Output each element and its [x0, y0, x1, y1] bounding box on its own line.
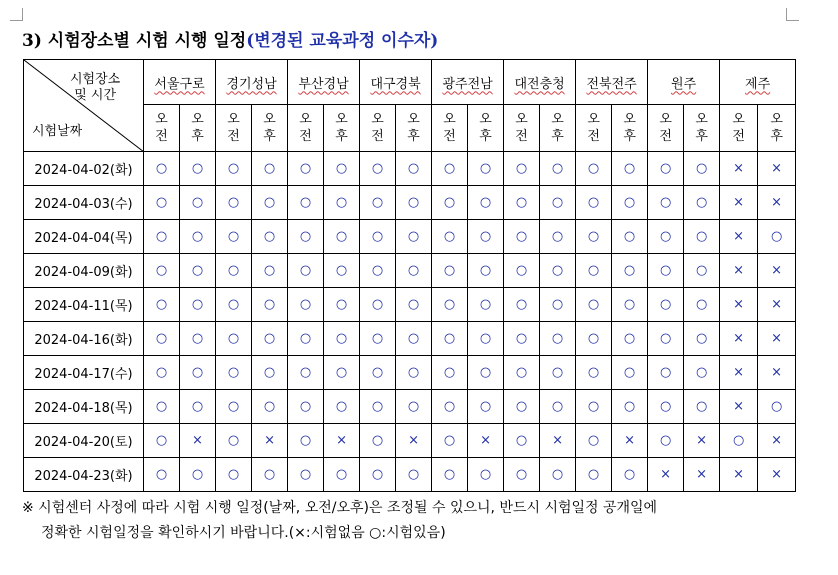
exam-available-mark: ○ [504, 220, 540, 254]
date-cell: 2024-04-03(수) [24, 186, 144, 220]
session-label-pm: 오 후 [551, 112, 564, 144]
exam-available-mark: ○ [180, 458, 216, 492]
exam-available-mark: ○ [576, 254, 612, 288]
exam-unavailable-mark: × [758, 288, 796, 322]
exam-available-mark: ○ [144, 254, 180, 288]
exam-available-mark: ○ [684, 186, 720, 220]
site-label: 부산경남 [298, 76, 349, 92]
exam-unavailable-mark: × [468, 424, 504, 458]
exam-available-mark: ○ [612, 254, 648, 288]
exam-unavailable-mark: × [252, 424, 288, 458]
exam-available-mark: ○ [540, 186, 576, 220]
exam-available-mark: ○ [684, 356, 720, 390]
exam-available-mark: ○ [576, 356, 612, 390]
exam-available-mark: ○ [144, 186, 180, 220]
exam-available-mark: ○ [504, 356, 540, 390]
exam-available-mark: ○ [288, 152, 324, 186]
exam-available-mark: ○ [758, 220, 796, 254]
exam-unavailable-mark: × [648, 458, 684, 492]
exam-available-mark: ○ [324, 220, 360, 254]
exam-available-mark: ○ [144, 390, 180, 424]
exam-available-mark: ○ [540, 152, 576, 186]
exam-available-mark: ○ [324, 186, 360, 220]
exam-unavailable-mark: × [324, 424, 360, 458]
page-corner-mark-left [10, 8, 23, 21]
exam-available-mark: ○ [252, 458, 288, 492]
exam-available-mark: ○ [144, 458, 180, 492]
exam-available-mark: ○ [288, 356, 324, 390]
schedule-row [24, 322, 796, 356]
section-title-highlight: (변경된 교육과정 이수자) [246, 31, 439, 51]
exam-available-mark: ○ [216, 390, 252, 424]
exam-available-mark: ○ [324, 152, 360, 186]
exam-available-mark: ○ [612, 322, 648, 356]
exam-available-mark: ○ [648, 220, 684, 254]
exam-available-mark: ○ [648, 322, 684, 356]
exam-available-mark: ○ [648, 254, 684, 288]
exam-available-mark: ○ [576, 220, 612, 254]
session-header-am [144, 105, 180, 152]
schedule-row [24, 220, 796, 254]
exam-unavailable-mark: × [758, 356, 796, 390]
site-label: 전북전주 [586, 76, 637, 92]
exam-available-mark: ○ [360, 424, 396, 458]
schedule-row [24, 424, 796, 458]
exam-available-mark: ○ [432, 322, 468, 356]
date-cell: 2024-04-09(화) [24, 254, 144, 288]
exam-unavailable-mark: × [720, 458, 758, 492]
corner-label-date: 시험날짜 [32, 124, 83, 139]
exam-available-mark: ○ [576, 288, 612, 322]
site-label: 경기성남 [226, 76, 277, 92]
session-label-pm: 오 후 [770, 112, 783, 144]
exam-available-mark: ○ [504, 152, 540, 186]
exam-available-mark: ○ [540, 288, 576, 322]
exam-available-mark: ○ [684, 390, 720, 424]
exam-available-mark: ○ [432, 390, 468, 424]
exam-available-mark: ○ [360, 458, 396, 492]
exam-unavailable-mark: × [396, 424, 432, 458]
exam-unavailable-mark: × [684, 424, 720, 458]
exam-available-mark: ○ [288, 220, 324, 254]
exam-unavailable-mark: × [720, 152, 758, 186]
exam-available-mark: ○ [144, 322, 180, 356]
session-label-pm: 오 후 [623, 112, 636, 144]
session-label-am: 오 전 [443, 112, 456, 144]
site-label: 서울구로 [154, 76, 205, 92]
exam-available-mark: ○ [360, 186, 396, 220]
exam-available-mark: ○ [288, 288, 324, 322]
site-label: 제주 [745, 76, 771, 92]
exam-available-mark: ○ [576, 322, 612, 356]
exam-available-mark: ○ [180, 186, 216, 220]
exam-available-mark: ○ [252, 254, 288, 288]
session-header-am [576, 105, 612, 152]
exam-available-mark: ○ [504, 254, 540, 288]
exam-available-mark: ○ [288, 254, 324, 288]
exam-available-mark: ○ [468, 220, 504, 254]
exam-available-mark: ○ [252, 322, 288, 356]
site-label: 대구경북 [370, 76, 421, 92]
corner-header-cell [24, 60, 144, 152]
session-label-pm: 오 후 [263, 112, 276, 144]
exam-available-mark: ○ [252, 288, 288, 322]
exam-available-mark: ○ [612, 186, 648, 220]
session-header-pm [684, 105, 720, 152]
date-cell: 2024-04-04(목) [24, 220, 144, 254]
session-header-am [504, 105, 540, 152]
exam-available-mark: ○ [288, 186, 324, 220]
exam-available-mark: ○ [684, 322, 720, 356]
exam-available-mark: ○ [324, 390, 360, 424]
exam-available-mark: ○ [216, 186, 252, 220]
exam-available-mark: ○ [576, 424, 612, 458]
exam-available-mark: ○ [720, 424, 758, 458]
exam-available-mark: ○ [576, 458, 612, 492]
exam-unavailable-mark: × [720, 288, 758, 322]
exam-available-mark: ○ [612, 458, 648, 492]
exam-available-mark: ○ [144, 152, 180, 186]
site-label: 원주 [671, 76, 697, 92]
exam-available-mark: ○ [504, 424, 540, 458]
exam-unavailable-mark: × [540, 424, 576, 458]
exam-available-mark: ○ [504, 186, 540, 220]
date-cell: 2024-04-23(화) [24, 458, 144, 492]
exam-available-mark: ○ [684, 288, 720, 322]
site-header-7 [648, 60, 720, 105]
schedule-row [24, 458, 796, 492]
exam-available-mark: ○ [758, 390, 796, 424]
session-header-pm [540, 105, 576, 152]
exam-available-mark: ○ [648, 390, 684, 424]
exam-available-mark: ○ [432, 186, 468, 220]
exam-unavailable-mark: × [612, 424, 648, 458]
exam-available-mark: ○ [612, 152, 648, 186]
exam-available-mark: ○ [432, 356, 468, 390]
exam-available-mark: ○ [612, 390, 648, 424]
exam-unavailable-mark: × [720, 186, 758, 220]
exam-available-mark: ○ [180, 254, 216, 288]
schedule-row [24, 356, 796, 390]
exam-available-mark: ○ [432, 152, 468, 186]
exam-available-mark: ○ [144, 220, 180, 254]
session-label-am: 오 전 [155, 112, 168, 144]
exam-available-mark: ○ [468, 458, 504, 492]
exam-available-mark: ○ [216, 424, 252, 458]
session-header-pm [396, 105, 432, 152]
exam-available-mark: ○ [576, 390, 612, 424]
section-title-prefix: 3) 시험장소별 시험 시행 일정 [22, 31, 247, 51]
exam-available-mark: ○ [504, 390, 540, 424]
exam-available-mark: ○ [324, 458, 360, 492]
site-header-5 [504, 60, 576, 105]
exam-available-mark: ○ [288, 390, 324, 424]
exam-available-mark: ○ [468, 152, 504, 186]
session-label-pm: 오 후 [695, 112, 708, 144]
schedule-row [24, 288, 796, 322]
exam-available-mark: ○ [216, 254, 252, 288]
exam-available-mark: ○ [468, 390, 504, 424]
session-label-am: 오 전 [515, 112, 528, 144]
exam-available-mark: ○ [468, 254, 504, 288]
exam-available-mark: ○ [252, 186, 288, 220]
exam-unavailable-mark: × [720, 356, 758, 390]
exam-available-mark: ○ [396, 390, 432, 424]
exam-available-mark: ○ [648, 424, 684, 458]
exam-available-mark: ○ [216, 288, 252, 322]
exam-available-mark: ○ [684, 152, 720, 186]
exam-available-mark: ○ [216, 322, 252, 356]
site-header-6 [576, 60, 648, 105]
exam-available-mark: ○ [432, 288, 468, 322]
session-header-am [432, 105, 468, 152]
date-cell: 2024-04-16(화) [24, 322, 144, 356]
exam-available-mark: ○ [324, 356, 360, 390]
schedule-row [24, 152, 796, 186]
site-label: 광주전남 [442, 76, 493, 92]
session-header-pm [324, 105, 360, 152]
session-header-am [360, 105, 396, 152]
exam-schedule-table [23, 59, 796, 492]
session-header-pm [468, 105, 504, 152]
session-header-am [288, 105, 324, 152]
schedule-row [24, 186, 796, 220]
exam-available-mark: ○ [396, 186, 432, 220]
site-header-2 [288, 60, 360, 105]
exam-unavailable-mark: × [758, 152, 796, 186]
date-cell: 2024-04-11(목) [24, 288, 144, 322]
exam-unavailable-mark: × [720, 390, 758, 424]
exam-available-mark: ○ [576, 152, 612, 186]
exam-available-mark: ○ [180, 152, 216, 186]
session-label-pm: 오 후 [191, 112, 204, 144]
exam-available-mark: ○ [252, 220, 288, 254]
exam-available-mark: ○ [324, 322, 360, 356]
exam-available-mark: ○ [468, 322, 504, 356]
schedule-row [24, 390, 796, 424]
session-label-pm: 오 후 [479, 112, 492, 144]
exam-available-mark: ○ [504, 288, 540, 322]
exam-available-mark: ○ [648, 186, 684, 220]
date-cell: 2024-04-02(화) [24, 152, 144, 186]
exam-available-mark: ○ [252, 356, 288, 390]
exam-available-mark: ○ [180, 220, 216, 254]
session-label-am: 오 전 [299, 112, 312, 144]
exam-available-mark: ○ [360, 152, 396, 186]
session-header-pm [612, 105, 648, 152]
footnote-line-2: 정확한 시험일정을 확인하시기 바랍니다.(×:시험없음 ○:시험있음) [41, 525, 446, 541]
exam-available-mark: ○ [252, 390, 288, 424]
exam-available-mark: ○ [360, 390, 396, 424]
site-header-3 [360, 60, 432, 105]
exam-available-mark: ○ [396, 220, 432, 254]
session-header-pm [252, 105, 288, 152]
exam-available-mark: ○ [540, 220, 576, 254]
exam-available-mark: ○ [684, 220, 720, 254]
exam-available-mark: ○ [396, 152, 432, 186]
exam-available-mark: ○ [396, 288, 432, 322]
session-header-am [720, 105, 758, 152]
exam-available-mark: ○ [216, 152, 252, 186]
session-label-pm: 오 후 [335, 112, 348, 144]
section-title [22, 26, 438, 51]
exam-available-mark: ○ [396, 254, 432, 288]
exam-unavailable-mark: × [758, 186, 796, 220]
session-header-am [216, 105, 252, 152]
corner-label-line2: 및 시간 [74, 88, 117, 103]
exam-available-mark: ○ [504, 322, 540, 356]
exam-available-mark: ○ [288, 458, 324, 492]
session-header-am [648, 105, 684, 152]
exam-available-mark: ○ [468, 288, 504, 322]
exam-available-mark: ○ [504, 458, 540, 492]
date-cell: 2024-04-17(수) [24, 356, 144, 390]
exam-available-mark: ○ [360, 288, 396, 322]
exam-available-mark: ○ [540, 458, 576, 492]
exam-unavailable-mark: × [684, 458, 720, 492]
schedule-row [24, 254, 796, 288]
exam-available-mark: ○ [396, 458, 432, 492]
exam-available-mark: ○ [540, 390, 576, 424]
exam-available-mark: ○ [324, 288, 360, 322]
corner-label-location-time [70, 72, 120, 104]
exam-available-mark: ○ [360, 356, 396, 390]
footnote [22, 496, 657, 546]
site-header-0 [144, 60, 216, 105]
exam-available-mark: ○ [648, 152, 684, 186]
exam-available-mark: ○ [144, 356, 180, 390]
exam-available-mark: ○ [432, 424, 468, 458]
exam-available-mark: ○ [468, 186, 504, 220]
exam-available-mark: ○ [288, 322, 324, 356]
site-label: 대전충청 [514, 76, 565, 92]
page-corner-mark-right [786, 8, 799, 21]
exam-available-mark: ○ [432, 254, 468, 288]
date-cell: 2024-04-18(목) [24, 390, 144, 424]
exam-available-mark: ○ [252, 152, 288, 186]
exam-available-mark: ○ [468, 356, 504, 390]
exam-available-mark: ○ [396, 322, 432, 356]
corner-label-line1: 시험장소 [70, 72, 121, 87]
session-label-am: 오 전 [732, 112, 745, 144]
exam-available-mark: ○ [612, 220, 648, 254]
session-label-am: 오 전 [227, 112, 240, 144]
exam-available-mark: ○ [612, 288, 648, 322]
exam-available-mark: ○ [180, 322, 216, 356]
exam-unavailable-mark: × [720, 254, 758, 288]
exam-available-mark: ○ [360, 322, 396, 356]
exam-available-mark: ○ [576, 186, 612, 220]
exam-available-mark: ○ [360, 220, 396, 254]
exam-unavailable-mark: × [758, 322, 796, 356]
exam-available-mark: ○ [648, 356, 684, 390]
exam-available-mark: ○ [540, 356, 576, 390]
date-cell: 2024-04-20(토) [24, 424, 144, 458]
exam-available-mark: ○ [540, 254, 576, 288]
footnote-line-1: ※ 시험센터 사정에 따라 시험 시행 일정(날짜, 오전/오후)은 조정될 수 있으니, 반드시 시험일정 공개일에 [22, 500, 658, 516]
site-header-4 [432, 60, 504, 105]
session-label-pm: 오 후 [407, 112, 420, 144]
exam-unavailable-mark: × [758, 424, 796, 458]
exam-available-mark: ○ [180, 390, 216, 424]
session-header-pm [180, 105, 216, 152]
session-label-am: 오 전 [659, 112, 672, 144]
exam-available-mark: ○ [180, 288, 216, 322]
exam-available-mark: ○ [144, 424, 180, 458]
exam-available-mark: ○ [432, 458, 468, 492]
site-header-1 [216, 60, 288, 105]
exam-available-mark: ○ [540, 322, 576, 356]
exam-available-mark: ○ [612, 356, 648, 390]
exam-available-mark: ○ [216, 220, 252, 254]
exam-available-mark: ○ [684, 254, 720, 288]
exam-available-mark: ○ [396, 356, 432, 390]
exam-available-mark: ○ [216, 356, 252, 390]
exam-available-mark: ○ [324, 254, 360, 288]
exam-unavailable-mark: × [758, 254, 796, 288]
exam-available-mark: ○ [180, 356, 216, 390]
session-label-am: 오 전 [371, 112, 384, 144]
session-label-am: 오 전 [587, 112, 600, 144]
session-header-pm [758, 105, 796, 152]
exam-unavailable-mark: × [720, 322, 758, 356]
exam-unavailable-mark: × [758, 458, 796, 492]
exam-unavailable-mark: × [180, 424, 216, 458]
exam-available-mark: ○ [216, 458, 252, 492]
exam-unavailable-mark: × [720, 220, 758, 254]
site-header-8 [720, 60, 796, 105]
exam-available-mark: ○ [432, 220, 468, 254]
exam-available-mark: ○ [288, 424, 324, 458]
exam-available-mark: ○ [360, 254, 396, 288]
exam-available-mark: ○ [144, 288, 180, 322]
exam-available-mark: ○ [648, 288, 684, 322]
